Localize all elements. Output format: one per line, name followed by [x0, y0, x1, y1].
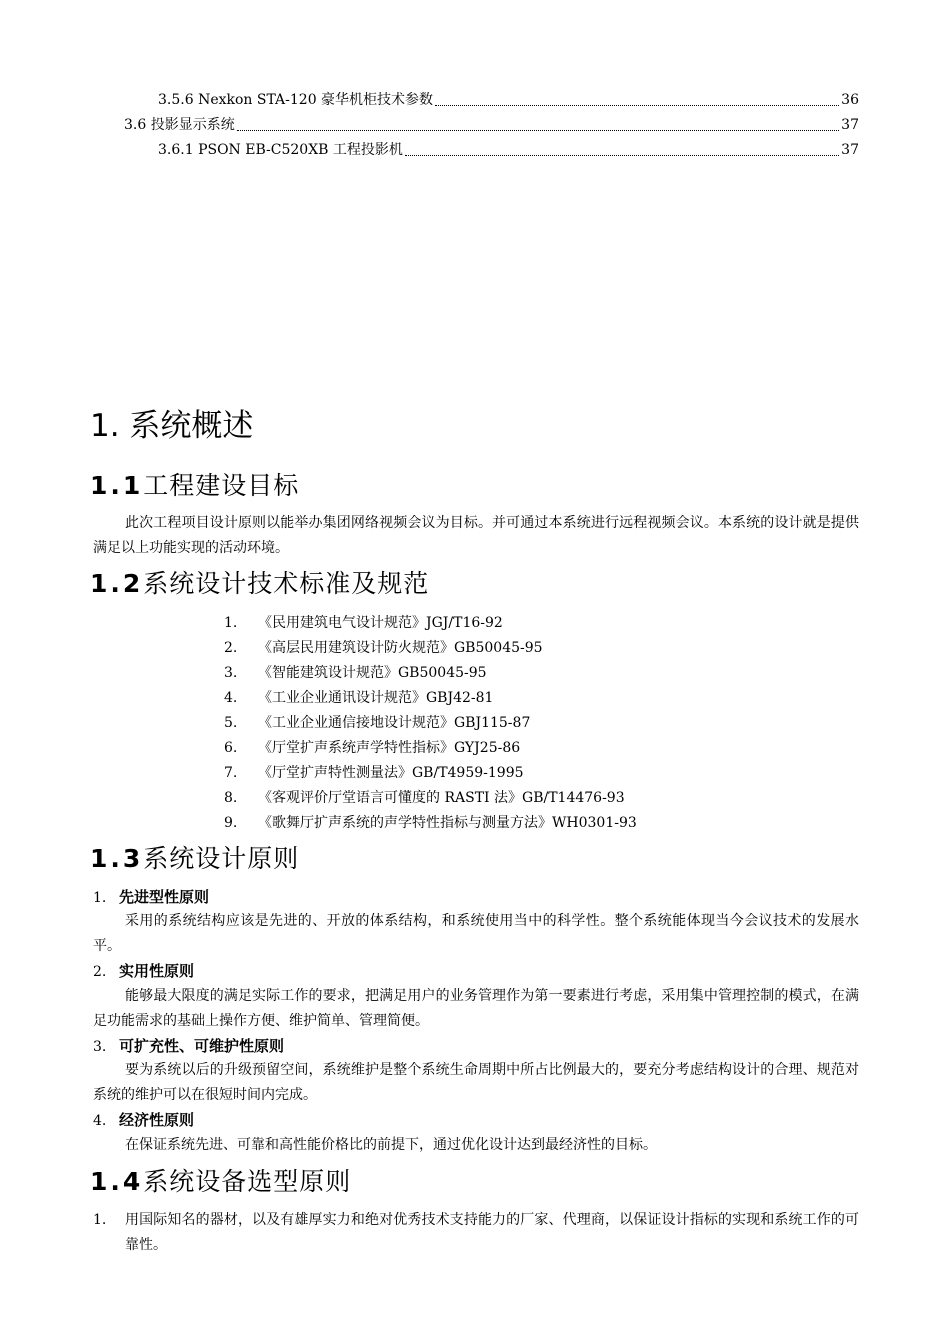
principle-title: 可扩充性、可维护性原则 — [119, 1037, 285, 1055]
toc-entry-label: 3.6 投影显示系统 — [124, 117, 235, 133]
principle-heading — [93, 960, 194, 983]
section-title: 系统设计技术标准及规范 — [143, 569, 430, 598]
list-item — [224, 763, 524, 783]
list-item — [224, 813, 637, 833]
principle-body: 要为系统以后的升级预留空间，系统维护是整个系统生命周期中所占比例最大的，要充分考虑结构设计的合理、规范对系统的维护可以在很短时间内完成。 — [93, 1062, 859, 1103]
principle-body: 采用的系统结构应该是先进的、开放的体系结构，和系统使用当中的科学性。整个系统能体现当今会议技术的发展水平。 — [93, 913, 859, 954]
list-item — [93, 1208, 859, 1258]
principle-title: 先进型性原则 — [119, 888, 210, 906]
principle-body: 在保证系统先进、可靠和高性能价格比的前提下，通过优化设计达到最经济性的目标。 — [125, 1137, 657, 1153]
list-text: 《厅堂扩声系统声学特性指标》GYJ25-86 — [258, 740, 521, 756]
list-text: 《智能建筑设计规范》GB50045-95 — [258, 665, 487, 681]
principle-number: 4. — [93, 1113, 107, 1129]
principle-heading — [93, 1035, 284, 1058]
section-number: 1.3 — [90, 844, 144, 873]
toc-entry[interactable] — [124, 116, 859, 134]
list-text: 《高层民用建筑设计防火规范》GB50045-95 — [258, 640, 543, 656]
section-title: 工程建设目标 — [143, 471, 300, 500]
principle-body: 能够最大限度的满足实际工作的要求，把满足用户的业务管理作为第一要素进行考虑，采用集中管理控制的模式，在满足功能需求的基础上操作方便、维护简单、管理简便。 — [93, 988, 859, 1029]
list-item — [224, 788, 625, 808]
list-number: 9. — [224, 815, 238, 831]
section-heading — [90, 842, 299, 876]
principle-number: 1. — [93, 890, 107, 906]
list-text: 《工业企业通信接地设计规范》GBJ115-87 — [258, 715, 531, 731]
toc-entry[interactable] — [158, 91, 859, 109]
chapter-title: 1. 系统概述 — [90, 408, 254, 444]
toc-leader — [435, 104, 839, 106]
toc-entry-page: 37 — [841, 117, 859, 133]
section-paragraph: 此次工程项目设计原则以能举办集团网络视频会议为目标。并可通过本系统进行远程视频会议。本系统的设计就是提供满足以上功能实现的活动环境。 — [93, 515, 859, 556]
list-text: 《民用建筑电气设计规范》JGJ/T16-92 — [258, 615, 503, 631]
list-number: 5. — [224, 715, 238, 731]
toc-leader — [237, 129, 839, 131]
section-title: 系统设备选型原则 — [143, 1167, 352, 1196]
list-item — [224, 713, 530, 733]
principle-number: 3. — [93, 1039, 107, 1055]
list-item — [224, 613, 503, 633]
section-number: 1.1 — [90, 471, 144, 500]
list-number: 1. — [224, 615, 238, 631]
toc-entry-label: 3.5.6 Nexkon STA-120 豪华机柜技术参数 — [158, 92, 434, 108]
toc-entry-label: 3.6.1 PSON EB-C520XB 工程投影机 — [158, 142, 403, 158]
list-text: 《客观评价厅堂语言可懂度的 RASTI 法》GB/T14476-93 — [258, 790, 625, 806]
section-number: 1.4 — [90, 1167, 144, 1196]
toc-entry-page: 37 — [841, 142, 859, 158]
list-number: 6. — [224, 740, 238, 756]
principle-number: 2. — [93, 964, 107, 980]
list-number: 7. — [224, 765, 238, 781]
list-number: 2. — [224, 640, 238, 656]
section-title: 系统设计原则 — [143, 844, 300, 873]
list-item — [224, 688, 493, 708]
toc-leader — [405, 154, 839, 156]
list-number: 8. — [224, 790, 238, 806]
principle-heading — [93, 886, 209, 909]
list-text: 《厅堂扩声特性测量法》GB/T4959-1995 — [258, 765, 524, 781]
section-number: 1.2 — [90, 569, 144, 598]
list-number: 3. — [224, 665, 238, 681]
toc-entry-page: 36 — [841, 92, 859, 108]
principle-title: 经济性原则 — [119, 1111, 195, 1129]
section-heading — [90, 469, 299, 503]
list-item — [224, 663, 487, 683]
section-heading — [90, 567, 429, 601]
list-text: 《歌舞厅扩声系统的声学特性指标与测量方法》WH0301-93 — [258, 815, 637, 831]
toc-entry[interactable] — [158, 141, 859, 159]
list-text: 《工业企业通讯设计规范》GBJ42-81 — [258, 690, 494, 706]
section-heading — [90, 1165, 351, 1199]
principle-title: 实用性原则 — [119, 962, 195, 980]
list-item — [224, 638, 543, 658]
principle-heading — [93, 1109, 194, 1132]
list-number: 4. — [224, 690, 238, 706]
list-number: 1. — [93, 1212, 107, 1228]
list-text: 用国际知名的器材，以及有雄厚实力和绝对优秀技术支持能力的厂家、代理商，以保证设计指标的实现和系统工作的可靠性。 — [125, 1212, 859, 1253]
list-item — [224, 738, 520, 758]
